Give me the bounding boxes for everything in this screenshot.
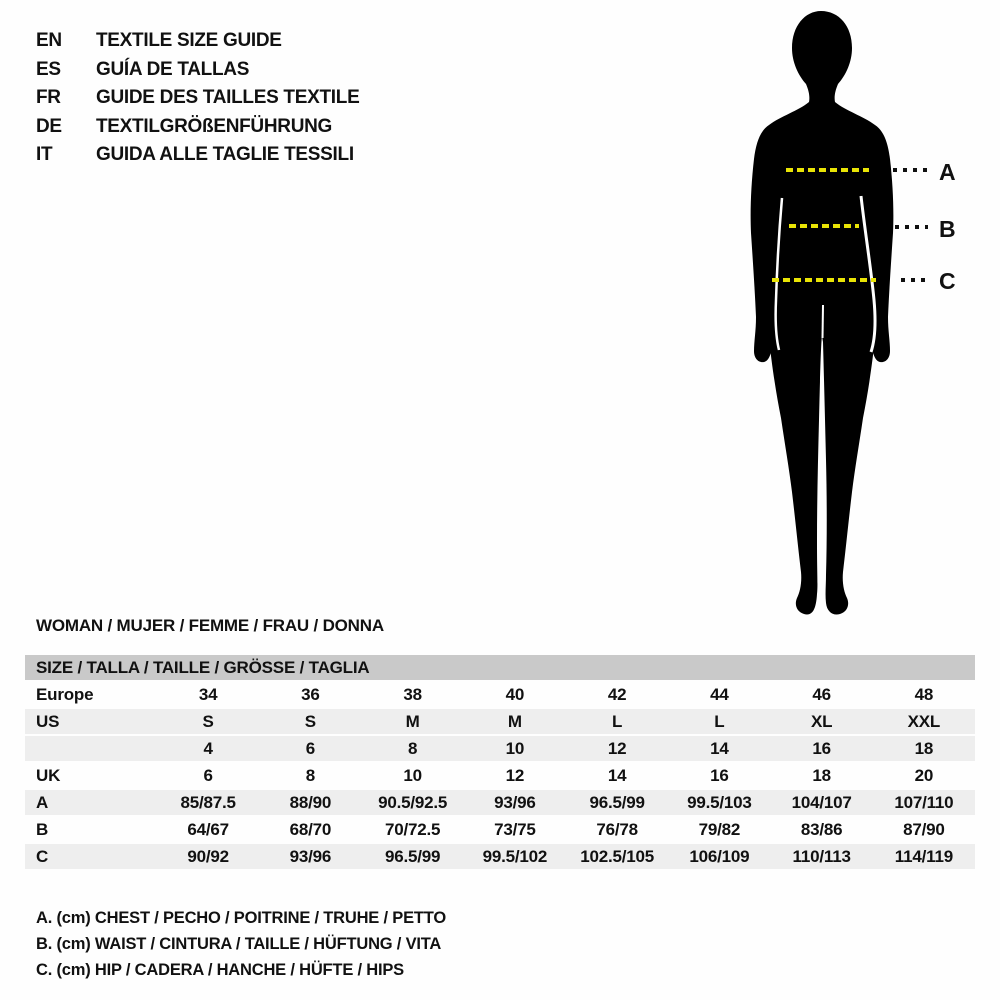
language-row bbox=[36, 113, 359, 142]
size-table-body bbox=[25, 682, 975, 869]
size-value-cell: 34 bbox=[198, 684, 218, 704]
size-value-cell: 107/110 bbox=[894, 792, 954, 812]
size-value-cell: 38 bbox=[403, 684, 422, 704]
language-row bbox=[36, 141, 359, 170]
size-value-cell: 8 bbox=[305, 765, 315, 785]
size-value-cell: 16 bbox=[710, 765, 729, 785]
table-row-label: A bbox=[36, 792, 49, 812]
size-value-cell: 99.5/102 bbox=[482, 846, 548, 866]
size-value-cell: 12 bbox=[607, 738, 627, 758]
size-value-cell: M bbox=[507, 711, 522, 731]
size-value-cell: 73/75 bbox=[494, 819, 536, 839]
table-row-label: Europe bbox=[36, 684, 94, 704]
size-value-cell: 46 bbox=[812, 684, 831, 704]
size-value-cell: XXL bbox=[907, 711, 941, 731]
language-code: FR bbox=[36, 87, 61, 109]
language-code: DE bbox=[36, 115, 62, 137]
table-row bbox=[25, 736, 975, 761]
size-table bbox=[25, 655, 975, 869]
language-guide-title: GUIDA ALLE TAGLIE TESSILI bbox=[96, 144, 354, 166]
measure-label-b: B bbox=[939, 216, 956, 242]
size-value-cell: 106/109 bbox=[689, 846, 750, 866]
size-value-cell: 87/90 bbox=[903, 819, 945, 839]
size-value-cell: 4 bbox=[203, 738, 213, 758]
size-value-cell: 14 bbox=[710, 738, 729, 758]
size-value-cell: 96.5/99 bbox=[589, 792, 645, 812]
size-value-cell: S bbox=[202, 711, 214, 731]
language-code: EN bbox=[36, 30, 62, 51]
size-value-cell: 10 bbox=[403, 765, 422, 785]
table-row bbox=[25, 817, 975, 842]
size-value-cell: L bbox=[714, 711, 725, 731]
language-row bbox=[36, 27, 359, 56]
section-title-woman: WOMAN / MUJER / FEMME / FRAU / DONNA bbox=[36, 616, 384, 635]
size-value-cell: 42 bbox=[607, 684, 627, 704]
measurement-footnotes bbox=[36, 905, 446, 983]
table-row bbox=[25, 844, 975, 869]
leg-gap bbox=[823, 305, 824, 338]
size-value-cell: 48 bbox=[914, 684, 934, 704]
size-value-cell: 20 bbox=[914, 765, 934, 785]
size-value-cell: 44 bbox=[710, 684, 729, 704]
size-value-cell: 76/78 bbox=[596, 819, 638, 839]
size-value-cell: 79/82 bbox=[698, 819, 741, 839]
size-value-cell: 110/113 bbox=[792, 846, 851, 866]
size-value-cell: 104/107 bbox=[791, 792, 852, 812]
size-value-cell: 102.5/105 bbox=[580, 846, 655, 866]
size-value-cell: 36 bbox=[301, 684, 320, 704]
size-value-cell: 14 bbox=[607, 765, 627, 785]
language-guide-title: GUÍA DE TALLAS bbox=[96, 58, 250, 80]
language-guide-title: TEXTILGRÖßENFÜHRUNG bbox=[96, 115, 333, 137]
language-code: ES bbox=[36, 58, 61, 80]
size-value-cell: 18 bbox=[914, 738, 934, 758]
language-code: IT bbox=[36, 144, 53, 166]
size-value-cell: L bbox=[612, 711, 623, 731]
size-value-cell: 70/72.5 bbox=[384, 819, 441, 839]
size-value-cell: 12 bbox=[505, 765, 525, 785]
size-value-cell: 88/90 bbox=[289, 792, 332, 812]
table-row-label: C bbox=[36, 846, 49, 866]
size-value-cell: 10 bbox=[505, 738, 525, 758]
size-value-cell: 93/96 bbox=[494, 792, 536, 812]
size-value-cell: 83/86 bbox=[800, 819, 843, 839]
size-value-cell: 68/70 bbox=[289, 819, 332, 839]
size-value-cell: 18 bbox=[812, 765, 831, 785]
table-row-label: UK bbox=[36, 765, 61, 785]
size-value-cell: 6 bbox=[203, 765, 213, 785]
size-value-cell: 40 bbox=[505, 684, 525, 704]
measure-label-c: C bbox=[939, 268, 956, 294]
measurement-footnote: A. (cm) CHEST / PECHO / POITRINE / TRUHE / PETTO bbox=[36, 909, 446, 927]
table-row bbox=[25, 709, 975, 734]
size-value-cell: 16 bbox=[812, 738, 831, 758]
size-value-cell: 6 bbox=[305, 738, 315, 758]
language-row bbox=[36, 56, 359, 85]
table-row-label: B bbox=[36, 819, 49, 839]
size-value-cell: 96.5/99 bbox=[384, 846, 441, 866]
size-value-cell: XL bbox=[810, 711, 833, 731]
figure-woman-silhouette bbox=[730, 0, 1000, 625]
table-row bbox=[25, 790, 975, 815]
size-value-cell: 64/67 bbox=[187, 819, 229, 839]
size-value-cell: 90/92 bbox=[187, 846, 229, 866]
size-value-cell: 99.5/103 bbox=[687, 792, 752, 812]
table-row bbox=[25, 682, 975, 707]
silhouette-svg bbox=[730, 0, 1000, 625]
table-row bbox=[25, 763, 975, 788]
language-row bbox=[36, 84, 359, 113]
size-value-cell: M bbox=[405, 711, 420, 731]
measurement-footnote: B. (cm) WAIST / CINTURA / TAILLE / HÜFTUNG / VITA bbox=[36, 935, 442, 953]
size-value-cell: S bbox=[304, 711, 316, 731]
size-value-cell: 90.5/92.5 bbox=[378, 792, 448, 812]
language-guide-title: GUIDE DES TAILLES TEXTILE bbox=[96, 87, 360, 109]
size-table-header: SIZE / TALLA / TAILLE / GRÖSSE / TAGLIA bbox=[25, 655, 975, 680]
language-title-list bbox=[36, 27, 359, 170]
size-value-cell: 114/119 bbox=[894, 846, 953, 866]
size-value-cell: 85/87.5 bbox=[180, 792, 236, 812]
size-value-cell: 93/96 bbox=[289, 846, 332, 866]
measure-label-a: A bbox=[939, 159, 956, 185]
measurement-footnote: C. (cm) HIP / CADERA / HANCHE / HÜFTE / HIPS bbox=[36, 961, 404, 979]
language-guide-title: TEXTILE SIZE GUIDE bbox=[96, 30, 282, 51]
size-value-cell: 8 bbox=[407, 738, 418, 758]
table-row-label: US bbox=[36, 711, 60, 731]
